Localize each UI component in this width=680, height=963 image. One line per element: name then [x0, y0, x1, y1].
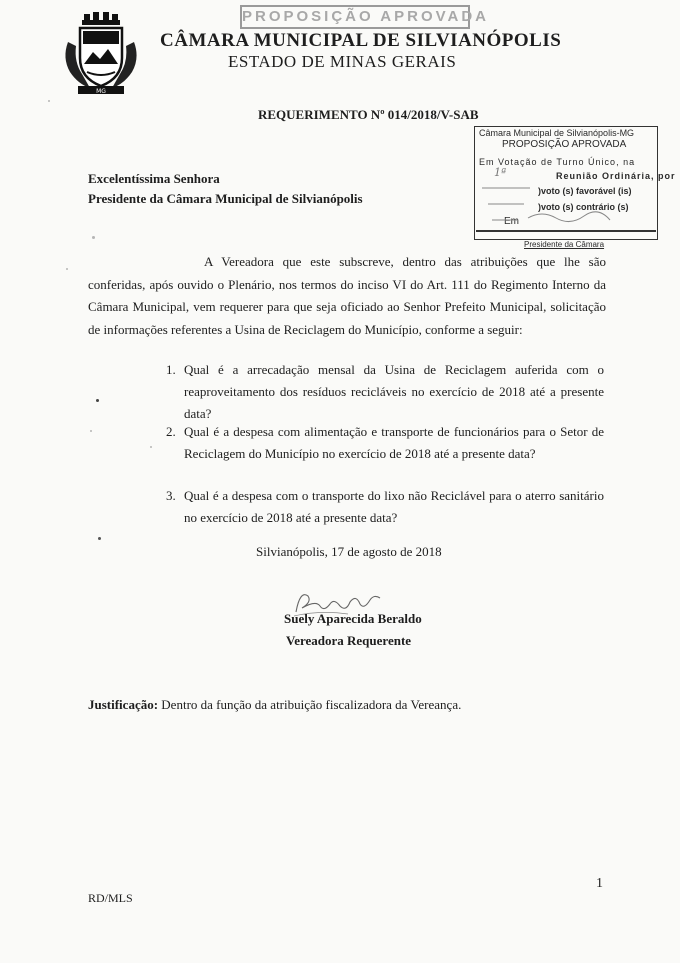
- question-item: [166, 485, 604, 529]
- scan-speck: [90, 430, 92, 432]
- approval-stamp-scribbles: [480, 178, 640, 228]
- footer-code: RD/MLS: [88, 891, 133, 905]
- question-text: Qual é a despesa com o transporte do lixo não Reciclável para o aterro sanitário no exercício de 2018 até a presente data?: [184, 488, 604, 525]
- date-line: Silvianópolis, 17 de agosto de 2018: [256, 544, 442, 559]
- approval-stamp-line4: Reunião Ordinária, por: [556, 171, 676, 181]
- approval-stamp-line7: Em: [504, 216, 519, 227]
- header-subtitle: ESTADO DE MINAS GERAIS: [228, 52, 457, 71]
- recipient-salutation: Excelentíssima Senhora: [88, 171, 220, 186]
- approval-stamp-line5: )voto (s) favorável (is): [538, 186, 632, 196]
- signer-name: Suely Aparecida Beraldo: [284, 611, 422, 626]
- question-item: [166, 421, 604, 465]
- crest-caption: MG: [96, 88, 106, 95]
- approval-stamp-handwriting: 1ª: [494, 166, 507, 179]
- question-number: 3.: [166, 488, 176, 503]
- question-number: 1.: [166, 362, 176, 377]
- approval-stamp-line2: PROPOSIÇÃO APROVADA: [502, 139, 627, 150]
- justification-text: Dentro da função da atribuição fiscalizadora da Vereança.: [158, 697, 462, 712]
- scan-speck: [92, 236, 95, 239]
- recipient-title: Presidente da Câmara Municipal de Silvianópolis: [88, 191, 363, 206]
- approval-stamp: [474, 126, 676, 254]
- scan-speck: [48, 100, 50, 102]
- scan-speck: [66, 268, 68, 270]
- approval-stamp-line3: Em Votação de Turno Único, na: [479, 157, 636, 167]
- question-text: Qual é a despesa com alimentação e transporte de funcionários para o Setor de Reciclagem do Município no exercício de 2018 até a presente data?: [184, 424, 604, 461]
- approval-stamp-line6: )voto (s) contrário (s): [538, 202, 629, 212]
- justification: [88, 697, 461, 713]
- signer-role: Vereadora Requerente: [286, 633, 412, 648]
- page-mark: 1: [596, 876, 603, 891]
- question-number: 2.: [166, 424, 176, 439]
- approval-stamp-line1: Câmara Municipal de Silvianópolis-MG: [479, 128, 635, 138]
- header-title: CÂMARA MUNICIPAL DE SILVIANÓPOLIS: [160, 30, 562, 51]
- question-item: [166, 359, 604, 425]
- body-paragraph: A Vereadora que este subscreve, dentro das atribuições que lhe são conferidas, após ouvido o Plenário, nos termos do inciso VI do Art. 111 do Regimento Interno da Câmara Municipal, vem requerer para que seja oficiado ao Senhor Prefeito Municipal, solicitação de informações referentes a Usina de Reciclagem do Município, conforme a seguir:: [88, 254, 606, 338]
- approved-stamp-top: PROPOSIÇÃO APROVADA: [240, 5, 470, 29]
- justification-label: Justificação:: [88, 697, 159, 712]
- scan-speck: [150, 446, 152, 448]
- scan-speck: [98, 537, 101, 540]
- requerimento-number: REQUERIMENTO Nº 014/2018/V-SAB: [258, 107, 479, 122]
- scan-speck: [96, 399, 99, 402]
- coat-of-arms-icon: [60, 12, 142, 96]
- approval-stamp-footer: Presidente da Câmara: [524, 240, 605, 249]
- question-text: Qual é a arrecadação mensal da Usina de Reciclagem auferida com o reaproveitamento dos resíduos recicláveis no exercício de 2018 até a presente data?: [184, 362, 604, 421]
